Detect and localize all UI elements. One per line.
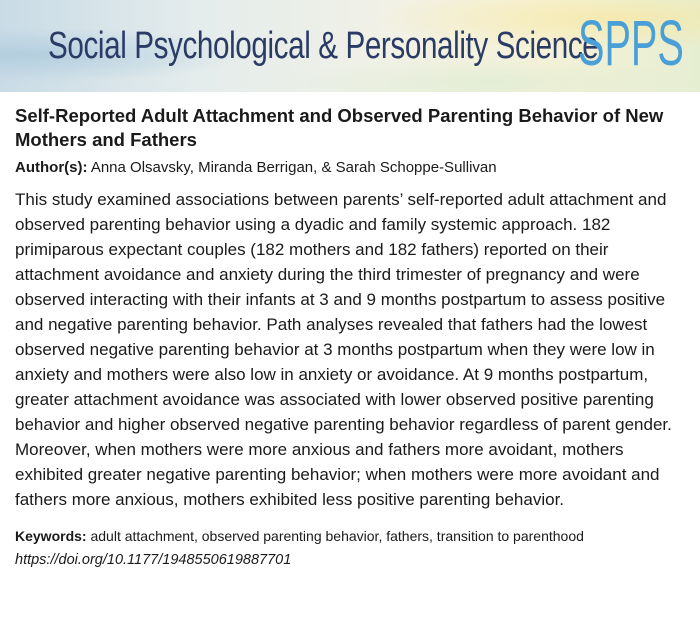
authors-list: Anna Olsavsky, Miranda Berrigan, & Sarah Schoppe-Sullivan <box>90 159 497 176</box>
journal-logo: SPPS <box>578 7 684 79</box>
article-content <box>15 104 687 570</box>
authors-label: Author(s): <box>15 159 88 176</box>
keywords-list: adult attachment, observed parenting behavior, fathers, transition to parenthood <box>90 528 584 544</box>
article-abstract: This study examined associations between parents’ self-reported adult attachment and observed parenting behavior using a dyadic and family systemic approach. 182 primiparous expectant couples (182 mothers and 182 fathers) reported on their attachment avoidance and anxiety during the third trimester of pregnancy and were observed interacting with their infants at 3 and 9 months postpartum to assess positive and negative parenting behavior. Path analyses revealed that fathers had the lowest observed negative parenting behavior at 3 months postpartum when they were low in anxiety and mothers were also low in anxiety or avoidance. At 9 months postpartum, greater attachment avoidance was associated with lower observed positive parenting behavior and higher observed negative parenting behavior regardless of parent gender. Moreover, when mothers were more anxious and fathers more avoidant, mothers exhibited greater negative parenting behavior; when mothers were more avoidant and fathers more anxious, mothers exhibited less positive parenting behavior. <box>15 190 672 509</box>
article-title: Self-Reported Adult Attachment and Observed Parenting Behavior of New Mothers and Fathers <box>15 105 664 150</box>
article-doi-link[interactable]: https://doi.org/10.1177/1948550619887701 <box>15 552 292 568</box>
journal-name: Social Psychological & Personality Science <box>48 25 599 67</box>
keywords-label: Keywords: <box>15 528 87 544</box>
journal-banner <box>0 0 700 92</box>
article-authors <box>15 158 687 178</box>
article-keywords <box>15 526 687 546</box>
